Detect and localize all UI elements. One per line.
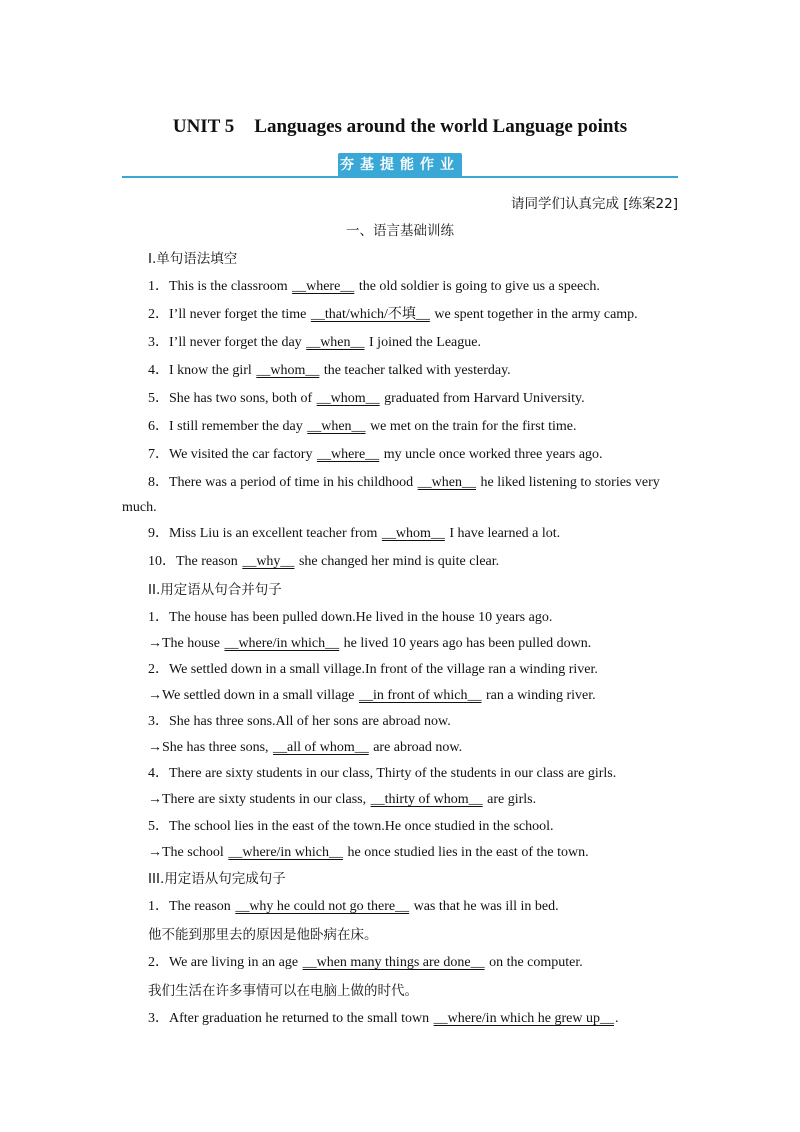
answer-sentence: →We settled down in a small village __in front of which__ ran a winding river. [148, 688, 596, 703]
exercise-item: 8．There was a period of time in his childhood __when__ he liked listening to stories very [148, 475, 660, 490]
exercise-item: 3．After graduation he returned to the small town __where/in which he grew up__. [148, 1011, 619, 1026]
answer-sentence: →The school __where/in which__ he once studied lies in the east of the town. [148, 845, 589, 860]
part2-heading: II.用定语从句合并句子 [148, 582, 282, 598]
section-banner: 夯基提能作业 [338, 153, 462, 177]
exercise-item: 2．We are living in an age __when many things are done__ on the computer. [148, 955, 583, 970]
exercise-item: 7．We visited the car factory __where__ my uncle once worked three years ago. [148, 447, 603, 462]
chinese-translation: 我们生活在许多事情可以在电脑上做的时代。 [148, 983, 418, 999]
part3-heading: III.用定语从句完成句子 [148, 871, 286, 887]
part1-heading: I.单句语法填空 [148, 251, 238, 267]
assignment-notice: 请同学们认真完成 [练案22] [510, 196, 678, 212]
answer-sentence: →The house __where/in which__ he lived 10 years ago has been pulled down. [148, 636, 592, 651]
answer-blank: __when many things are done__ [302, 955, 485, 970]
answer-blank: __whom__ [256, 363, 320, 378]
exercise-item: 5．She has two sons, both of __whom__ graduated from Harvard University. [148, 391, 585, 406]
answer-blank: __where__ [316, 447, 380, 462]
question-sentence: 3．She has three sons.All of her sons are abroad now. [148, 714, 451, 729]
question-sentence: 4．There are sixty students in our class, Thirty of the students in our class are girls. [148, 766, 617, 781]
answer-blank: __thirty of whom__ [370, 792, 483, 807]
question-sentence: 5．The school lies in the east of the town.He once studied in the school. [148, 819, 554, 834]
question-sentence: 2．We settled down in a small village.In front of the village ran a winding river. [148, 662, 598, 677]
exercise-item: 6．I still remember the day __when__ we met on the train for the first time. [148, 419, 577, 434]
answer-blank: __whom__ [381, 526, 445, 541]
exercise-item: 9．Miss Liu is an excellent teacher from __whom__ I have learned a lot. [148, 526, 561, 541]
answer-blank: __why__ [242, 554, 295, 569]
header-divider [122, 176, 678, 178]
page-title [0, 116, 800, 138]
answer-blank: __that/which/不填__ [310, 307, 430, 322]
answer-blank: __all of whom__ [273, 740, 369, 755]
exercise-item: 4．I know the girl __whom__ the teacher talked with yesterday. [148, 363, 511, 378]
answer-blank: __where/in which__ [228, 845, 344, 860]
section-heading: 一、语言基础训练 [346, 223, 454, 239]
chinese-translation: 他不能到那里去的原因是他卧病在床。 [148, 927, 378, 943]
question-sentence: 1．The house has been pulled down.He lived in the house 10 years ago. [148, 610, 553, 625]
answer-blank: __where/in which he grew up__ [433, 1011, 614, 1026]
answer-blank: __when__ [417, 475, 476, 490]
exercise-item: 1．This is the classroom __where__ the old soldier is going to give us a speech. [148, 279, 600, 294]
title-text: Languages around the world Language points [254, 116, 628, 137]
exercise-item: 2．I’ll never forget the time __that/which/不填__ we spent together in the army camp. [148, 307, 638, 322]
answer-blank: __in front of which__ [359, 688, 482, 703]
answer-sentence: →There are sixty students in our class, __thirty of whom__ are girls. [148, 792, 537, 807]
answer-blank: __whom__ [316, 391, 380, 406]
answer-sentence: →She has three sons, __all of whom__ are abroad now. [148, 740, 463, 755]
answer-blank: __why he could not go there__ [235, 899, 410, 914]
exercise-item: 10．The reason __why__ she changed her mind is quite clear. [148, 554, 500, 569]
answer-blank: __where__ [292, 279, 355, 294]
answer-blank: __when__ [306, 335, 365, 350]
exercise-item-continuation: much. [122, 500, 157, 515]
exercise-item: 3．I’ll never forget the day __when__ I joined the League. [148, 335, 481, 350]
exercise-item: 1．The reason __why he could not go there__ was that he was ill in bed. [148, 899, 559, 914]
answer-blank: __where/in which__ [224, 636, 340, 651]
unit-label: UNIT 5 [172, 116, 235, 137]
answer-blank: __when__ [307, 419, 366, 434]
